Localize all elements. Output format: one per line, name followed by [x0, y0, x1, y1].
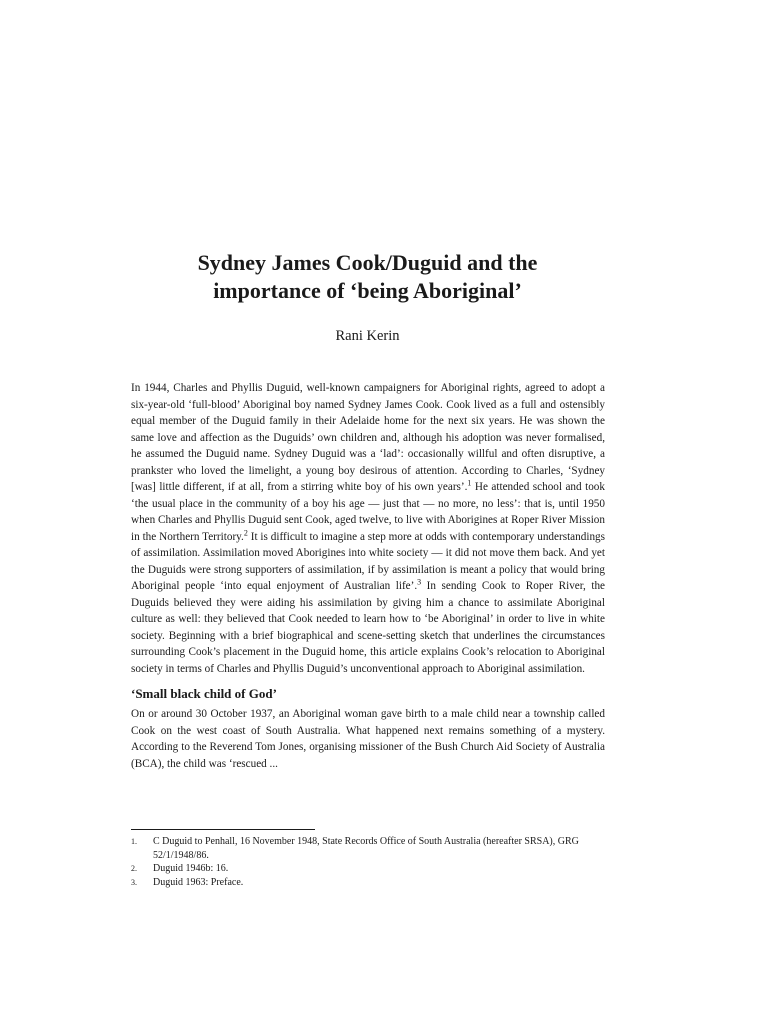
footnote-ref-3[interactable]: 3: [417, 577, 422, 587]
footnote-ref-2[interactable]: 2: [243, 527, 248, 537]
intro-text-part-4: In sending Cook to Roper River, the Duguids believed they were aiding his assimilation by giving him a chance to assimilate Aboriginal culture as well: they believed that Cook needed to learn how to ‘be Aboriginal’ in order to live in white society. Beginning with a brief biographical and scene-setting sketch that underlines the circumstances surrounding Cook’s placement in the Duguid home, this article explains Cook’s relocation to Aboriginal society in terms of Charles and Phyllis Duguid’s unconventional approach to Aboriginal assimilation.: [131, 580, 606, 675]
article-author: Rani Kerin: [335, 328, 400, 344]
footnote-text: Duguid 1963: Preface.: [153, 876, 244, 888]
footnote-ref-1[interactable]: 1: [467, 478, 472, 488]
section-paragraph: On or around 30 October 1937, an Aboriginal woman gave birth to a male child near a township called Cook on the west coast of South Australia. What happened next remains something of a mystery. According to the Reverend Tom Jones, organising missioner of the Bush Church Aid Society of Australia (BCA), the child was ‘rescued ...: [131, 708, 605, 770]
intro-text-part-3: It is difficult to imagine a step more at odds with contemporary understandings of assimilation. Assimilation moved Aborigines into white society — it did not move them back. And yet the Duguids were strong supporters of assimilation, if by assimilation is meant a policy that would bring Aboriginal people ‘into equal enjoyment of Australian life’.: [131, 530, 605, 592]
article-body: [131, 380, 605, 772]
footnote-divider: [131, 829, 315, 830]
footnotes: [131, 829, 605, 889]
intro-paragraph: [131, 380, 605, 677]
article-title: [130, 249, 605, 305]
footnote-text: C Duguid to Penhall, 16 November 1948, State Records Office of South Australia (hereafter SRSA), GRG 52/1/1948/86.: [153, 836, 579, 861]
footnote-number: 2.: [131, 864, 137, 873]
intro-text-part-2: He attended school and took ‘the usual place in the community of a boy his age — just that — no more, no less’: that is, until 1950 when Charles and Phyllis Duguid sent Cook, aged twelve, to live with Aborigines at Roper River Mission in the Northern Territory.: [131, 481, 605, 543]
footnote-1: [131, 835, 605, 862]
title-line-2: importance of ‘being Aboriginal’: [213, 278, 522, 303]
intro-text-part-1: In 1944, Charles and Phyllis Duguid, well-known campaigners for Aboriginal rights, agreed to adopt a six-year-old ‘full-blood’ Aboriginal boy named Sydney James Cook. Cook lived as a full and ostensibly equal member of the Duguid family in their Adelaide home for the next six years. He was shown the same love and affection as the Duguids’ own children and, although his adoption was never formalised, he assumed the Duguid name. Sydney Duguid was a ‘lad’: occasionally willful and often disruptive, a prankster who loved the limelight, a young boy desirous of attention. According to Charles, ‘Sydney [was] little different, if at all, from a stirring white boy of his own years’.: [131, 382, 605, 493]
footnote-number: 3.: [131, 877, 137, 887]
footnote-text: Duguid 1946b: 16.: [153, 863, 229, 874]
footnote-3: [131, 876, 605, 890]
title-line-1: Sydney James Cook/Duguid and the: [197, 250, 538, 275]
footnote-number: 1.: [131, 837, 137, 846]
section-heading: ‘Small black child of God’: [131, 686, 277, 701]
footnote-2: [131, 862, 605, 876]
